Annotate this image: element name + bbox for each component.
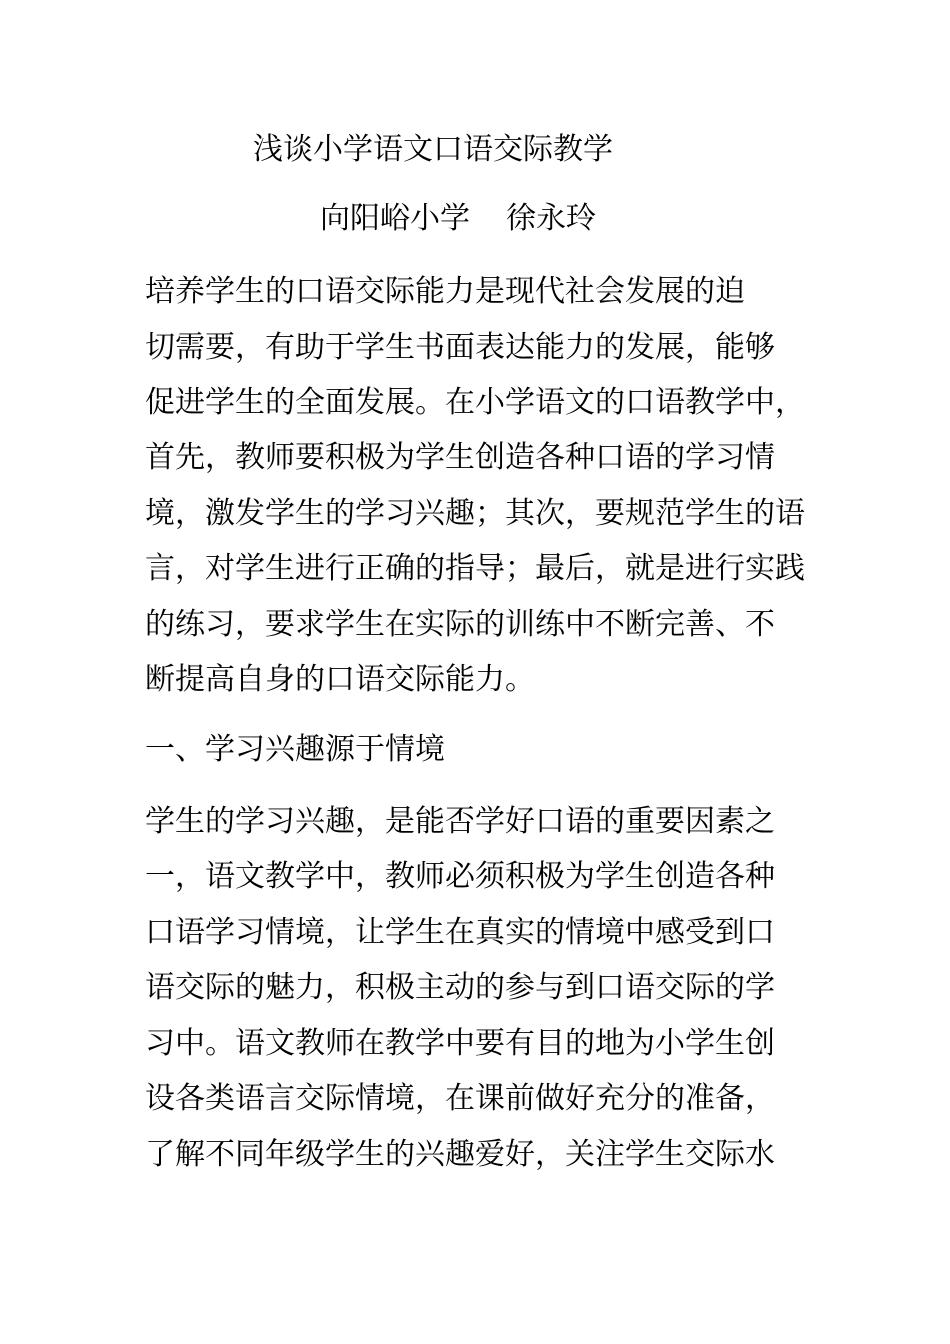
body-line: 的练习，要求学生在实际的训练中不断完善、不 — [145, 607, 775, 642]
body-line: 言，对学生进行正确的指导；最后，就是进行实践 — [145, 551, 805, 586]
author-name: 徐永玲 — [506, 201, 596, 236]
body-line: 一，语文教学中，教师必须积极为学生创造各种 — [145, 859, 775, 894]
section-heading: 一、学习兴趣源于情境 — [145, 732, 445, 767]
body-line: 了解不同年级学生的兴趣爱好，关注学生交际水 — [145, 1137, 775, 1172]
author-line — [320, 197, 596, 241]
body-line: 设各类语言交际情境，在课前做好充分的准备， — [145, 1081, 775, 1116]
body-line: 断提高自身的口语交际能力。 — [145, 662, 535, 697]
body-line: 切需要，有助于学生书面表达能力的发展，能够 — [145, 330, 775, 365]
body-line: 首先，教师要积极为学生创造各种口语的学习情 — [145, 440, 775, 475]
body-line: 培养学生的口语交际能力是现代社会发展的迫 — [145, 274, 745, 309]
body-line: 语交际的魅力，积极主动的参与到口语交际的学 — [145, 970, 775, 1005]
body-line: 境，激发学生的学习兴趣；其次，要规范学生的语 — [145, 496, 805, 531]
body-line: 习中。语文教师在教学中要有目的地为小学生创 — [145, 1026, 775, 1061]
body-line: 促进学生的全面发展。在小学语文的口语教学中， — [145, 385, 805, 420]
author-school: 向阳峪小学 — [320, 201, 470, 236]
document-title: 浅谈小学语文口语交际教学 — [253, 132, 613, 167]
body-line: 口语学习情境，让学生在真实的情境中感受到口 — [145, 915, 775, 950]
body-line: 学生的学习兴趣，是能否学好口语的重要因素之 — [145, 804, 775, 839]
